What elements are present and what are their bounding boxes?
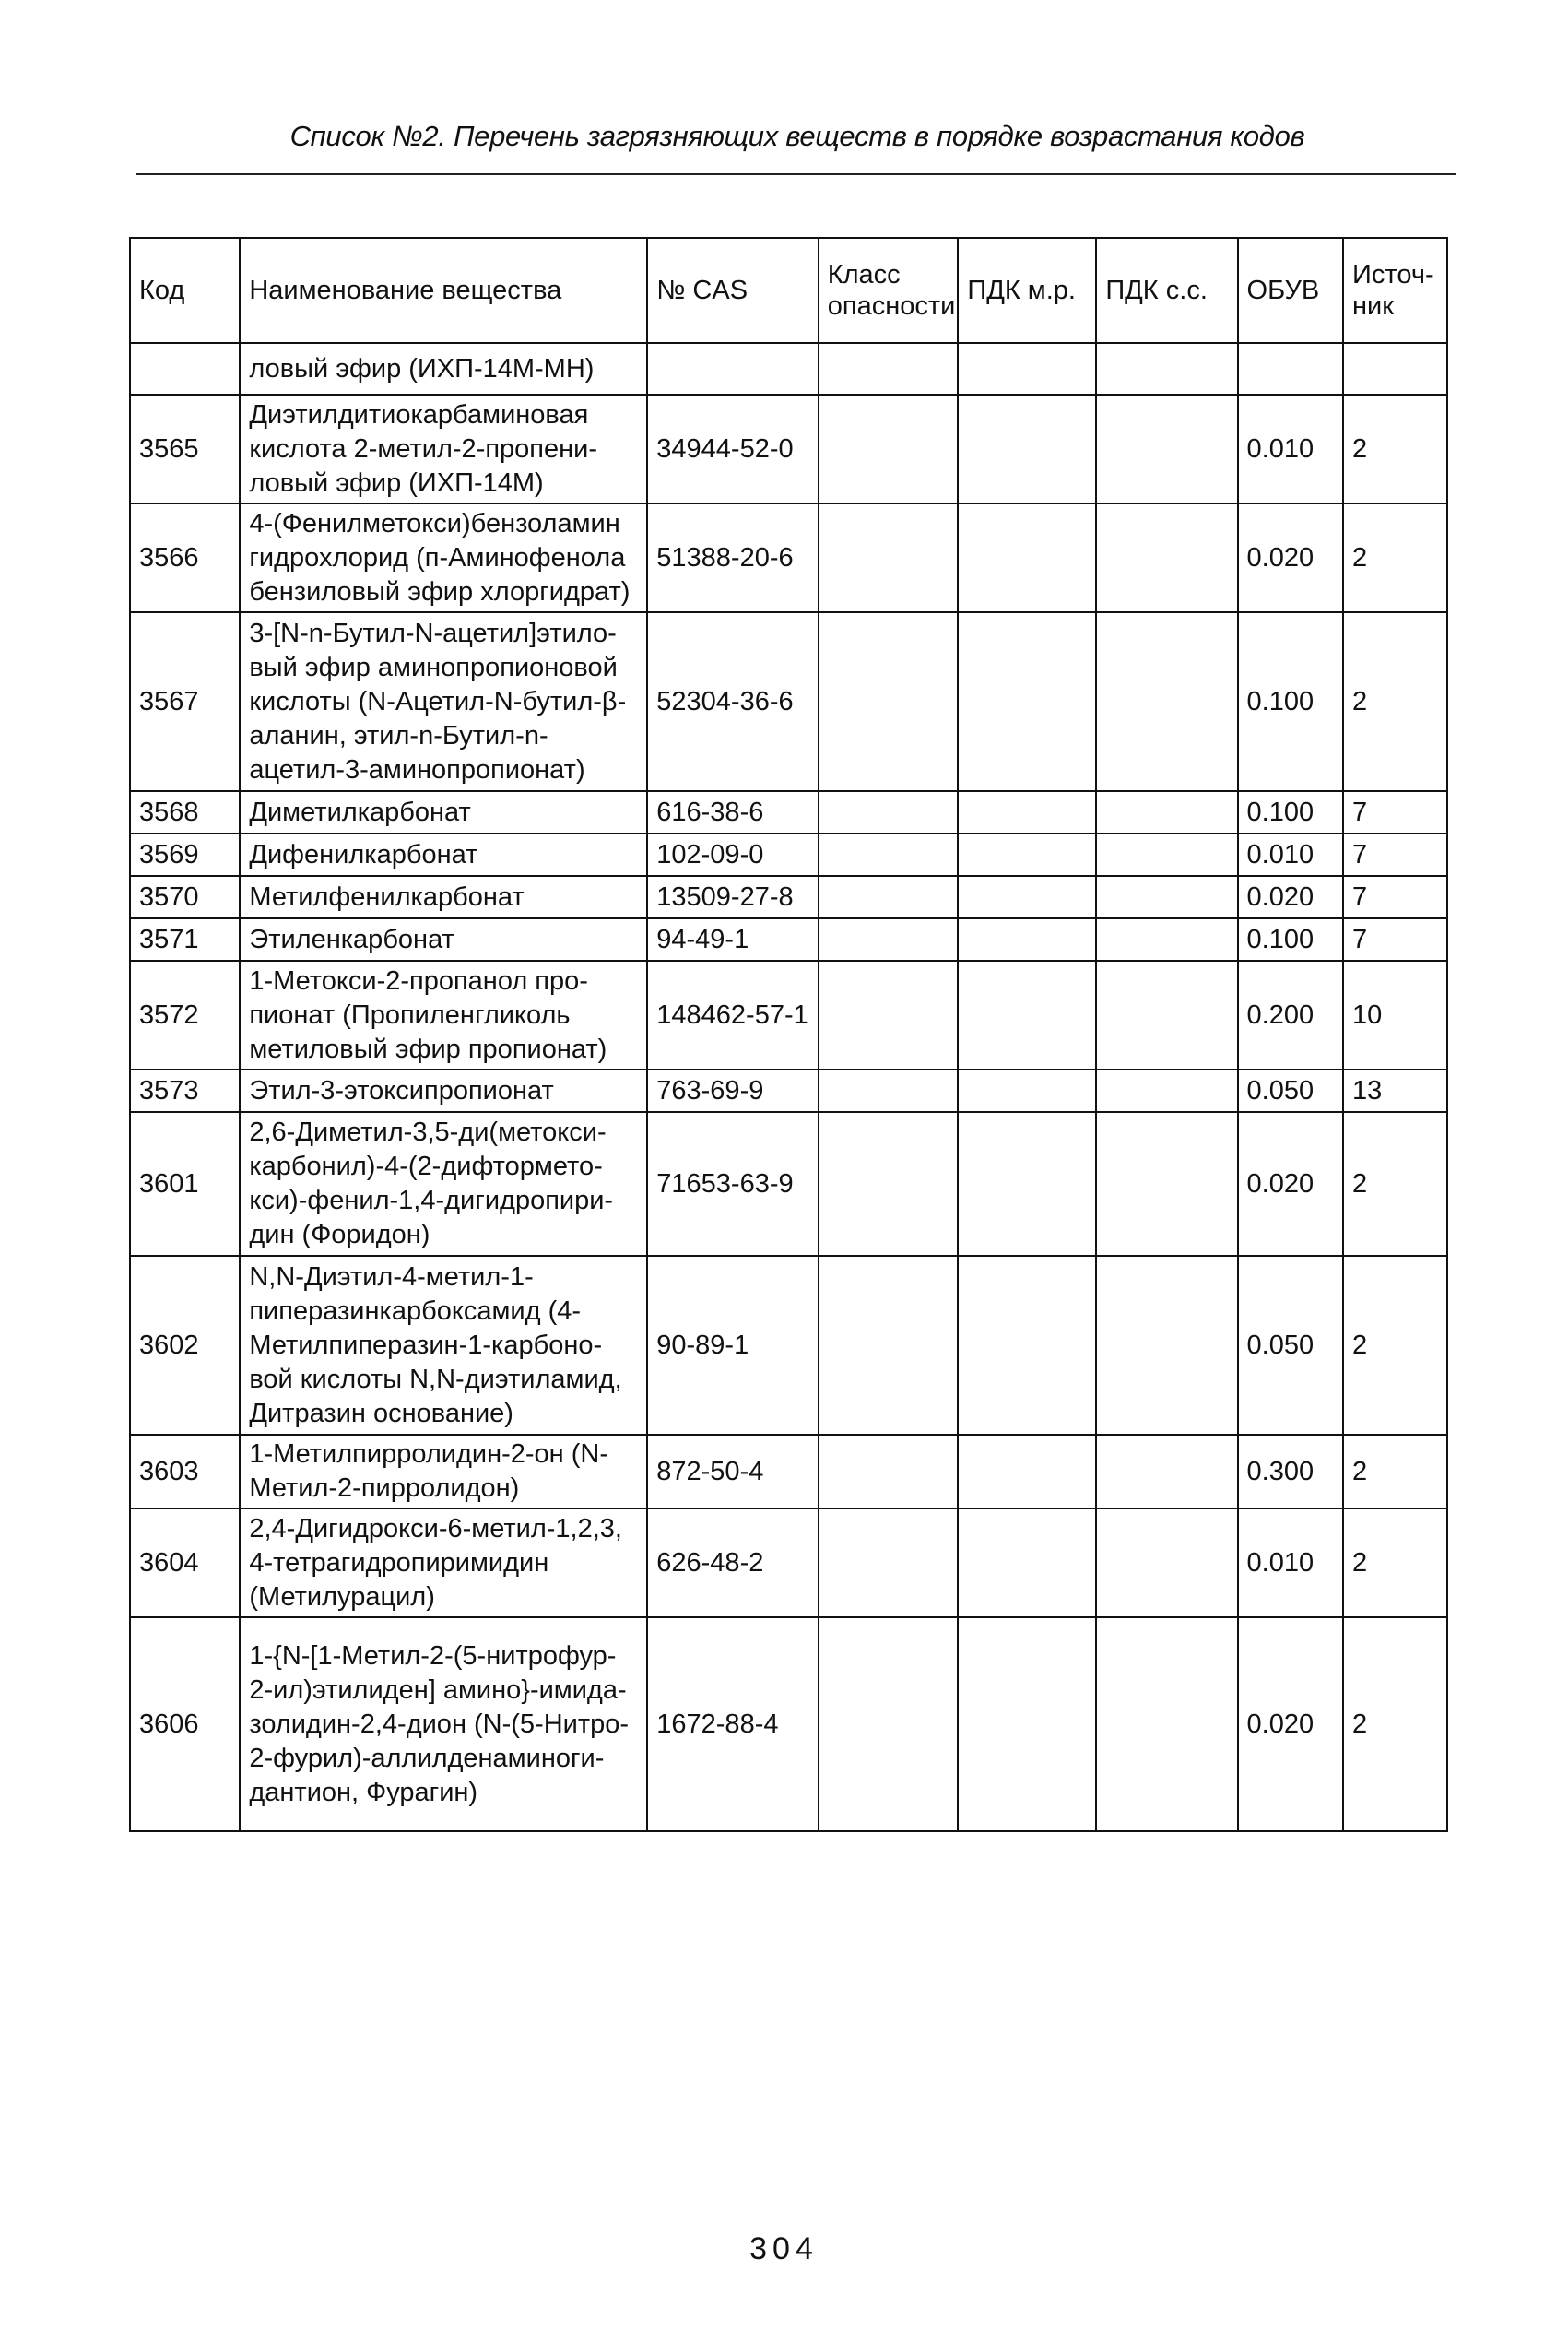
cell-pdk-ss — [1096, 503, 1237, 612]
cell-code: 3571 — [130, 918, 240, 961]
cell-cas: 616-38-6 — [647, 791, 818, 834]
cell-code: 3572 — [130, 961, 240, 1070]
cell-hazard — [819, 343, 959, 395]
cell-hazard — [819, 1256, 959, 1435]
cell-code: 3603 — [130, 1435, 240, 1508]
cell-obuv: 0.010 — [1238, 395, 1344, 503]
table-row — [130, 1617, 1447, 1831]
cell-obuv — [1238, 343, 1344, 395]
cell-pdk-ss — [1096, 1435, 1237, 1508]
col-header-hazard-class: Класс опасности — [819, 238, 959, 343]
cell-pdk-ss — [1096, 395, 1237, 503]
cell-cas: 148462-57-1 — [647, 961, 818, 1070]
cell-name: 4-(Фенилметокси)бензоламин гидрохлорид (п-Аминофенола бензиловый эфир хлоргидрат) — [240, 503, 647, 612]
cell-pdk-ss — [1096, 961, 1237, 1070]
cell-obuv: 0.200 — [1238, 961, 1344, 1070]
cell-pdk-mr — [958, 343, 1096, 395]
cell-pdk-ss — [1096, 612, 1237, 791]
cell-code: 3565 — [130, 395, 240, 503]
header-rule — [136, 173, 1456, 175]
cell-pdk-ss — [1096, 1070, 1237, 1112]
table-row-continuation — [130, 343, 1447, 395]
col-header-code: Код — [130, 238, 240, 343]
cell-hazard — [819, 1435, 959, 1508]
cell-source: 7 — [1343, 876, 1447, 918]
cell-pdk-mr — [958, 1508, 1096, 1617]
cell-hazard — [819, 1617, 959, 1831]
cell-pdk-mr — [958, 1617, 1096, 1831]
table-row — [130, 503, 1447, 612]
cell-name: 1-Метокси-2-пропанол про- пионат (Пропиленгликоль метиловый эфир пропионат) — [240, 961, 647, 1070]
cell-hazard — [819, 503, 959, 612]
cell-source: 2 — [1343, 1435, 1447, 1508]
cell-pdk-ss — [1096, 876, 1237, 918]
cell-hazard — [819, 395, 959, 503]
cell-obuv: 0.300 — [1238, 1435, 1344, 1508]
cell-source: 7 — [1343, 918, 1447, 961]
substances-table — [129, 237, 1448, 1832]
cell-pdk-ss — [1096, 343, 1237, 395]
cell-cas: 872-50-4 — [647, 1435, 818, 1508]
cell-hazard — [819, 918, 959, 961]
table-row — [130, 876, 1447, 918]
cell-hazard — [819, 1070, 959, 1112]
cell-cas: 51388-20-6 — [647, 503, 818, 612]
cell-cas: 34944-52-0 — [647, 395, 818, 503]
col-header-pdk-ss: ПДК с.с. — [1096, 238, 1237, 343]
table-row — [130, 395, 1447, 503]
cell-hazard — [819, 1508, 959, 1617]
table-row — [130, 791, 1447, 834]
cell-obuv: 0.020 — [1238, 1112, 1344, 1256]
cell-obuv: 0.010 — [1238, 834, 1344, 876]
cell-code: 3601 — [130, 1112, 240, 1256]
cell-source: 10 — [1343, 961, 1447, 1070]
cell-code: 3567 — [130, 612, 240, 791]
col-header-pdk-mr: ПДК м.р. — [958, 238, 1096, 343]
table-row — [130, 1256, 1447, 1435]
cell-name: Диэтилдитиокарбаминовая кислота 2-метил-2-пропени- ловый эфир (ИХП-14М) — [240, 395, 647, 503]
cell-source: 2 — [1343, 1508, 1447, 1617]
cell-cas: 763-69-9 — [647, 1070, 818, 1112]
cell-cas: 13509-27-8 — [647, 876, 818, 918]
cell-code: 3568 — [130, 791, 240, 834]
cell-source — [1343, 343, 1447, 395]
cell-pdk-mr — [958, 876, 1096, 918]
table-row — [130, 612, 1447, 791]
cell-source: 2 — [1343, 1617, 1447, 1831]
cell-code: 3566 — [130, 503, 240, 612]
cell-source: 7 — [1343, 834, 1447, 876]
cell-name: ловый эфир (ИХП-14М-МН) — [240, 343, 647, 395]
cell-hazard — [819, 961, 959, 1070]
cell-hazard — [819, 791, 959, 834]
cell-cas: 71653-63-9 — [647, 1112, 818, 1256]
cell-pdk-mr — [958, 961, 1096, 1070]
col-header-source: Источ- ник — [1343, 238, 1447, 343]
cell-pdk-mr — [958, 1256, 1096, 1435]
cell-pdk-mr — [958, 1435, 1096, 1508]
cell-pdk-mr — [958, 1112, 1096, 1256]
cell-code: 3573 — [130, 1070, 240, 1112]
col-header-name: Наименование вещества — [240, 238, 647, 343]
table-row — [130, 834, 1447, 876]
cell-pdk-mr — [958, 503, 1096, 612]
cell-source: 2 — [1343, 503, 1447, 612]
table-row — [130, 1070, 1447, 1112]
cell-pdk-mr — [958, 918, 1096, 961]
cell-hazard — [819, 1112, 959, 1256]
cell-source: 2 — [1343, 612, 1447, 791]
cell-hazard — [819, 612, 959, 791]
cell-cas — [647, 343, 818, 395]
table-row — [130, 918, 1447, 961]
cell-source: 7 — [1343, 791, 1447, 834]
cell-name: Этил-3-этоксипропионат — [240, 1070, 647, 1112]
cell-pdk-mr — [958, 1070, 1096, 1112]
cell-hazard — [819, 876, 959, 918]
cell-pdk-ss — [1096, 1112, 1237, 1256]
cell-name: 2,6-Диметил-3,5-ди(метокси- карбонил)-4-(2-дифтормето- кси)-фенил-1,4-дигидропири- дин (Форидон) — [240, 1112, 647, 1256]
table-row — [130, 961, 1447, 1070]
page-number: 304 — [749, 2231, 819, 2266]
cell-name: Метилфенилкарбонат — [240, 876, 647, 918]
cell-source: 13 — [1343, 1070, 1447, 1112]
cell-name: N,N-Диэтил-4-метил-1- пиперазинкарбоксамид (4-Метилпиперазин-1-карбоно- вой кислоты N,N-диэтиламид, Дитразин основание) — [240, 1256, 647, 1435]
cell-cas: 52304-36-6 — [647, 612, 818, 791]
cell-pdk-mr — [958, 791, 1096, 834]
cell-code: 3570 — [130, 876, 240, 918]
cell-code: 3606 — [130, 1617, 240, 1831]
cell-cas: 90-89-1 — [647, 1256, 818, 1435]
cell-pdk-ss — [1096, 1256, 1237, 1435]
col-header-cas: № CAS — [647, 238, 818, 343]
cell-name: 2,4-Дигидрокси-6-метил-1,2,3, 4-тетрагидропиримидин (Метилурацил) — [240, 1508, 647, 1617]
cell-code: 3602 — [130, 1256, 240, 1435]
cell-name: 1-Метилпирролидин-2-он (N-Метил-2-пирролидон) — [240, 1435, 647, 1508]
col-header-obuv: ОБУВ — [1238, 238, 1344, 343]
cell-source: 2 — [1343, 395, 1447, 503]
cell-pdk-mr — [958, 612, 1096, 791]
cell-obuv: 0.050 — [1238, 1070, 1344, 1112]
cell-obuv: 0.050 — [1238, 1256, 1344, 1435]
cell-code — [130, 343, 240, 395]
cell-obuv: 0.100 — [1238, 918, 1344, 961]
cell-obuv: 0.020 — [1238, 503, 1344, 612]
cell-obuv: 0.020 — [1238, 876, 1344, 918]
table-row — [130, 1508, 1447, 1617]
table-row — [130, 1112, 1447, 1256]
cell-obuv: 0.100 — [1238, 612, 1344, 791]
cell-pdk-ss — [1096, 1508, 1237, 1617]
cell-pdk-ss — [1096, 918, 1237, 961]
cell-obuv: 0.010 — [1238, 1508, 1344, 1617]
cell-name: Дифенилкарбонат — [240, 834, 647, 876]
table-row — [130, 1435, 1447, 1508]
cell-source: 2 — [1343, 1256, 1447, 1435]
cell-pdk-ss — [1096, 1617, 1237, 1831]
cell-pdk-ss — [1096, 834, 1237, 876]
cell-name: Диметилкарбонат — [240, 791, 647, 834]
cell-cas: 1672-88-4 — [647, 1617, 818, 1831]
cell-cas: 102-09-0 — [647, 834, 818, 876]
page-header: Список №2. Перечень загрязняющих веществ в порядке возрастания кодов — [289, 120, 1305, 152]
cell-pdk-mr — [958, 834, 1096, 876]
cell-name: 3-[N-n-Бутил-N-ацетил]этило- вый эфир аминопропионовой кислоты (N-Ацетил-N-бутил-β- аланин, этил-n-Бутил-n- ацетил-3-аминопропионат) — [240, 612, 647, 791]
cell-name: Этиленкарбонат — [240, 918, 647, 961]
cell-name: 1-{N-[1-Метил-2-(5-нитрофур- 2-ил)этилиден] амино}-имида- золидин-2,4-дион (N-(5-Нитро- 2-фурил)-аллилденаминоги- дантион, Фурагин) — [240, 1617, 647, 1831]
cell-pdk-mr — [958, 395, 1096, 503]
cell-cas: 94-49-1 — [647, 918, 818, 961]
cell-source: 2 — [1343, 1112, 1447, 1256]
cell-hazard — [819, 834, 959, 876]
cell-code: 3569 — [130, 834, 240, 876]
cell-obuv: 0.020 — [1238, 1617, 1344, 1831]
cell-obuv: 0.100 — [1238, 791, 1344, 834]
cell-cas: 626-48-2 — [647, 1508, 818, 1617]
cell-pdk-ss — [1096, 791, 1237, 834]
table-header-row — [130, 238, 1447, 343]
cell-code: 3604 — [130, 1508, 240, 1617]
